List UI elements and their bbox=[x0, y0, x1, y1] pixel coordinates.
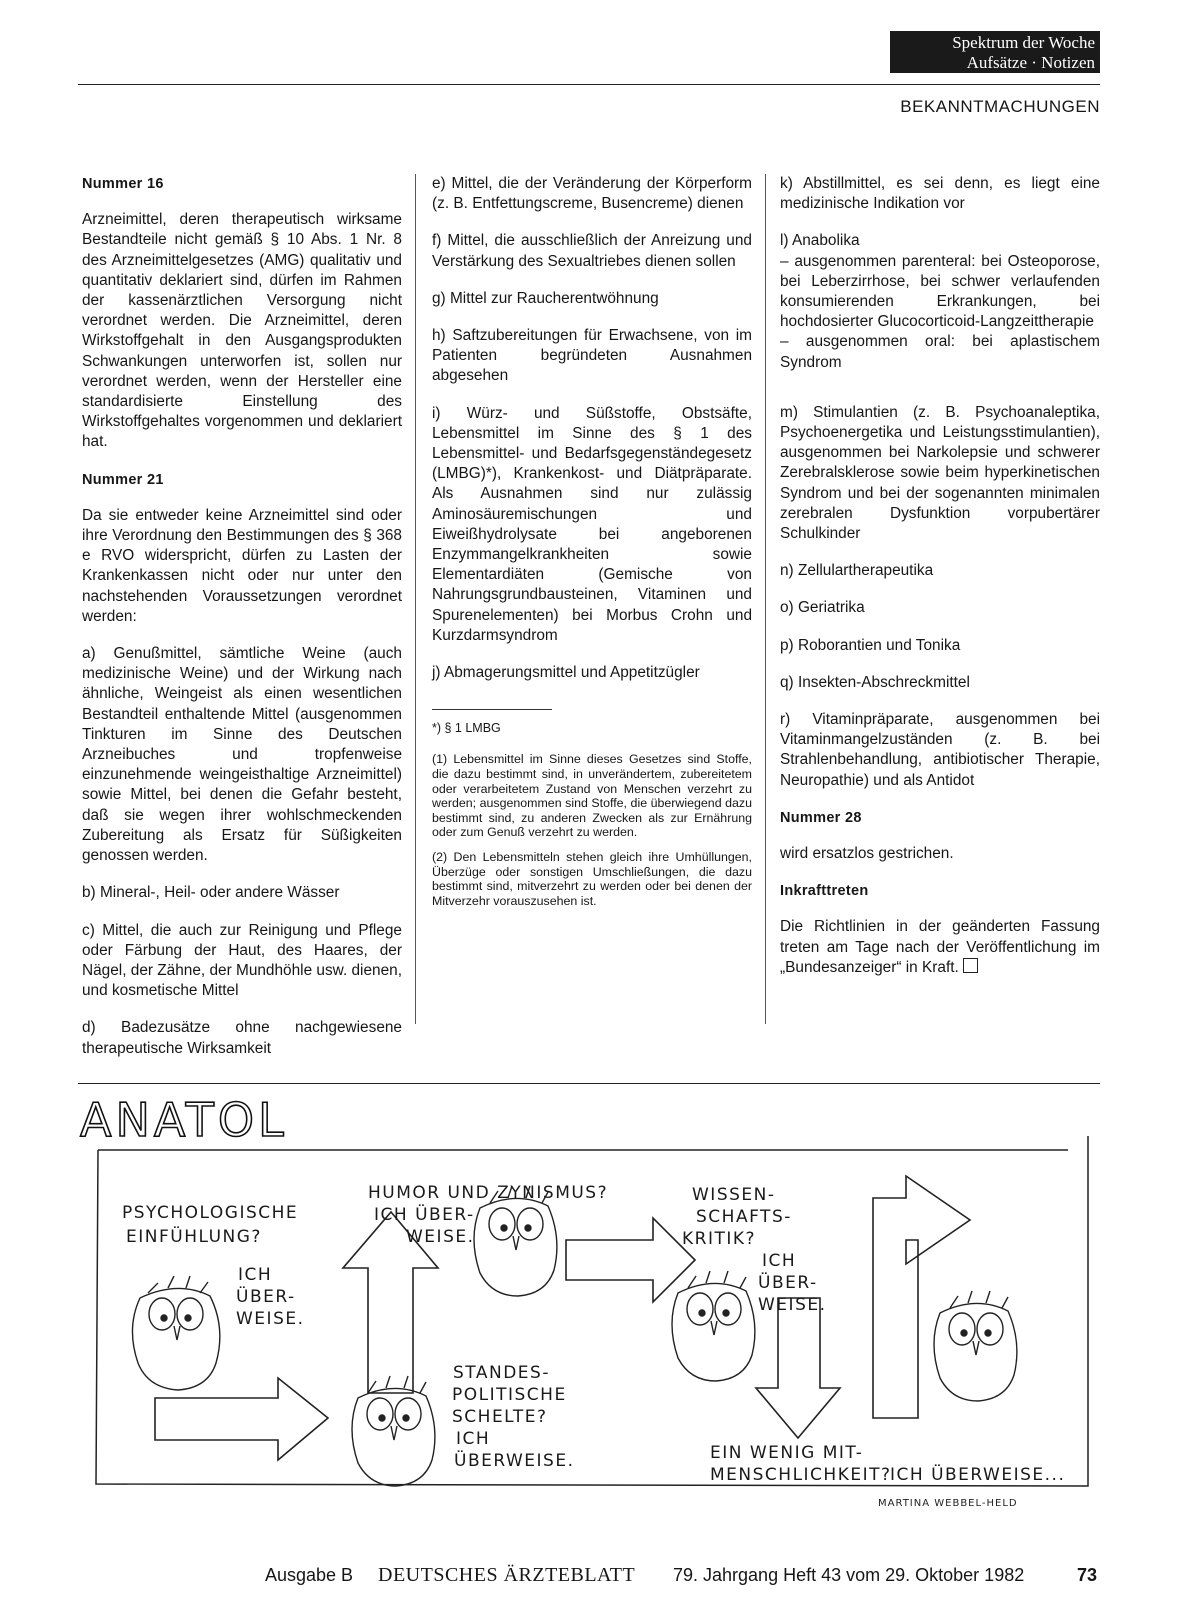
section-tag bbox=[890, 31, 1100, 73]
bubble-4-line-4: ICH bbox=[456, 1429, 491, 1449]
cartoon-title: ANATOL bbox=[80, 1093, 288, 1147]
list-item-a: a) Genußmittel, sämtliche Weine (auch medizinische Weine) und der Wirkung nach ähnliche, Weingeist als einen wesentlichen Bestandteil enthaltende Mittel (ausgenommen Tinkturen im Sinne des Deutschen Arzneibuches und tropfenweise einzunehmende weingeisthaltige Arzneimittel) sowie Mittel, bei denen die Gefahr besteht, daß sie wegen ihrer wohlschmeckenden Zubereitung als Ersatz für Süßigkeiten genossen werden. bbox=[82, 645, 402, 865]
bubble-3-line-3: KRITIK? bbox=[682, 1229, 757, 1249]
paragraph-nummer-16: Arzneimittel, deren therapeutisch wirksame Bestandteile nicht gemäß § 10 Abs. 1 Nr. 8 des Arzneimittelgesetzes (AMG) qualitativ und quantitativ deklariert sind, dürfen im Rahmen der kassenärztlichen Versorgung nicht verordnet werden. Die Arzneimittel, deren Wirkstoffgehalt in den Ausgangsprodukten Schwankungen unterworfen ist, sollen nur verordnet werden, wenn der Hersteller eine standardisierte Einstellung des Wirkstoffgehaltes vorgenommen und deklariert hat. bbox=[82, 211, 402, 451]
footer-issue: 79. Jahrgang Heft 43 vom 29. Oktober 1982 bbox=[673, 1565, 1025, 1585]
page-footer bbox=[265, 1565, 1105, 1595]
section-tag-line2: Aufsätze · Notizen bbox=[966, 53, 1095, 72]
bubble-1-line-1: PSYCHOLOGISCHE bbox=[122, 1203, 299, 1223]
footnote-2: (2) Den Lebensmitteln stehen gleich ihre Umhüllungen, Überzüge oder sonstigen Umschließungen, die dazu bestimmt sind, mitverzehrt zu werden oder bei denen der Mitverzehr vorauszusehen ist. bbox=[432, 850, 752, 908]
bubble-1-line-2: EINFÜHLUNG? bbox=[126, 1227, 262, 1247]
reply-1-line-3: WEISE. bbox=[236, 1309, 305, 1329]
column-1 bbox=[82, 174, 402, 1076]
heading-inkrafttreten: Inkrafttreten bbox=[780, 883, 869, 900]
reply-1-line-2: ÜBER- bbox=[236, 1287, 296, 1307]
column-3 bbox=[780, 174, 1100, 995]
list-item-d: d) Badezusätze ohne nachgewiesene therapeutische Wirksamkeit bbox=[82, 1019, 402, 1057]
end-mark-icon bbox=[963, 958, 978, 973]
footer-edition: Ausgabe B bbox=[265, 1565, 354, 1585]
header-rule bbox=[78, 84, 1100, 85]
bubble-4-line-3: SCHELTE? bbox=[452, 1407, 548, 1427]
cartoonist-signature: MARTINA WEBBEL-HELD bbox=[878, 1498, 1018, 1509]
anatol-cartoon bbox=[78, 1088, 1102, 1528]
owl-figure-4 bbox=[672, 1271, 755, 1381]
owl-figure-1 bbox=[132, 1276, 219, 1390]
list-item-h: h) Saftzubereitungen für Erwachsene, von im Patienten begründeten Ausnahmen abgesehen bbox=[432, 327, 752, 385]
bubble-5-line-1: EIN WENIG MIT- bbox=[710, 1443, 864, 1463]
bubble-2-line-1: HUMOR UND ZYNISMUS? bbox=[368, 1183, 609, 1203]
heading-nummer-21: Nummer 21 bbox=[82, 471, 164, 488]
bubble-4-line-5: ÜBERWEISE. bbox=[454, 1451, 575, 1471]
bubble-5-line-2: MENSCHLICHKEIT? bbox=[710, 1465, 892, 1485]
list-item-e: e) Mittel, die der Veränderung der Körperform (z. B. Entfettungscreme, Busencreme) dienen bbox=[432, 175, 752, 213]
bubble-2-line-2: ICH ÜBER- bbox=[374, 1205, 475, 1225]
list-item-l: l) Anabolika bbox=[780, 232, 860, 250]
paragraph-nummer-21: Da sie entweder keine Arzneimittel sind oder ihre Verordnung den Bestimmungen des § 368 e RVO widerspricht, dürfen zu Lasten der Krankenkassen nicht oder nur unter den nachstehenden Voraussetzungen verordnet werden: bbox=[82, 506, 402, 625]
footnote-marker: *) § 1 LMBG bbox=[432, 721, 501, 736]
list-item-l-sub2: – ausgenommen oral: bei aplastischem Syndrom bbox=[780, 333, 1100, 371]
cartoon-rule bbox=[78, 1083, 1100, 1084]
list-item-b: b) Mineral-, Heil- oder andere Wässer bbox=[82, 884, 340, 902]
reply-3-line-3: WEISE. bbox=[758, 1295, 827, 1315]
inkrafttreten-text: Die Richtlinien in der geänderten Fassung treten am Tage nach der Veröffentlichung im „Bundesanzeiger“ in Kraft. bbox=[780, 918, 1100, 976]
paragraph-inkrafttreten bbox=[780, 917, 1100, 978]
footnote-rule bbox=[432, 709, 552, 710]
arrow-down-icon bbox=[756, 1298, 840, 1438]
arrow-right-icon bbox=[566, 1218, 695, 1302]
section-title: BEKANNTMACHUNGEN bbox=[900, 97, 1100, 116]
list-item-k: k) Abstillmittel, es sei denn, es liegt eine medizinische Indikation vor bbox=[780, 175, 1100, 213]
bubble-3-line-1: WISSEN- bbox=[692, 1185, 776, 1205]
list-item-q: q) Insekten-Abschreckmittel bbox=[780, 673, 970, 691]
bubble-2-line-3: WEISE. bbox=[406, 1227, 475, 1247]
list-item-g: g) Mittel zur Raucherentwöhnung bbox=[432, 289, 659, 307]
list-item-c: c) Mittel, die auch zur Reinigung und Pflege oder Färbung der Haut, des Haares, der Nägel, der Zähne, der Mundhöhle usw. dienen, und kosmetische Mittel bbox=[82, 921, 402, 1000]
reply-3-line-1: ICH bbox=[762, 1251, 797, 1271]
list-item-j: j) Abmagerungsmittel und Appetitzügler bbox=[432, 664, 700, 682]
paragraph-nummer-28: wird ersatzlos gestrichen. bbox=[780, 845, 954, 863]
list-item-p: p) Roborantien und Tonika bbox=[780, 636, 961, 654]
bubble-5-line-3: ICH ÜBERWEISE... bbox=[890, 1465, 1066, 1485]
owl-figure-5 bbox=[934, 1291, 1017, 1401]
heading-nummer-28: Nummer 28 bbox=[780, 809, 862, 826]
bubble-3-line-2: SCHAFTS- bbox=[696, 1207, 792, 1227]
column-divider bbox=[415, 174, 416, 1024]
bubble-4-line-2: POLITISCHE bbox=[452, 1385, 567, 1405]
arrow-turn-right-icon bbox=[873, 1176, 970, 1418]
footer-journal: DEUTSCHES ÄRZTEBLATT bbox=[378, 1564, 636, 1586]
column-2 bbox=[432, 174, 752, 918]
list-item-m: m) Stimulantien (z. B. Psychoanaleptika, Psychoenergetika und Leistungsstimulantien), ausgenommen bei Narkolepsie und schwerer Zerebralsklerose sowie beim hyperkinetischen Syndrom und bei der sogenannten minimalen zerebralen Dysfunktion vorpubertärer Schulkinder bbox=[780, 403, 1100, 543]
list-item-i: i) Würz- und Süßstoffe, Obstsäfte, Lebensmittel im Sinne des § 1 des Lebensmittel- und Bedarfsgegenständegesetz (LMBG)*), Krankenkost- und Diätpräparate. Als Ausnahmen sind nur zulässig Aminosäuremischungen und Eiweißhydrolysate bei angeborenen Enzymmangelkrankheiten sowie Elementardiäten (Gemische von Nahrungsgrundbausteinen, Vitaminen und Spurenelementen) bei Morbus Crohn und Kurzdarmsyndrom bbox=[432, 404, 752, 644]
list-item-o: o) Geriatrika bbox=[780, 599, 865, 617]
list-item-n: n) Zellulartherapeutika bbox=[780, 562, 934, 580]
page-number: 73 bbox=[1077, 1565, 1098, 1585]
list-item-r: r) Vitaminpräparate, ausgenommen bei Vitaminmangelzuständen (z. B. bei Strahlenbehandlung, antibiotischer Therapie, Neuropathie) und als Antidot bbox=[780, 711, 1100, 789]
column-divider bbox=[765, 174, 766, 1024]
section-tag-line1: Spektrum der Woche bbox=[952, 33, 1095, 52]
list-item-l-sub1: – ausgenommen parenteral: bei Osteoporose, bei Leberzirrhose, bei schwer verlaufenden konsumierenden Erkrankungen, bei hochdosierter Glucocorticoid-Langzeittherapie bbox=[780, 252, 1100, 331]
heading-nummer-16: Nummer 16 bbox=[82, 176, 164, 192]
list-item-f: f) Mittel, die ausschließlich der Anreizung und Verstärkung des Sexualtriebes dienen sollen bbox=[432, 232, 752, 270]
footnote-1: (1) Lebensmittel im Sinne dieses Gesetzes sind Stoffe, die dazu bestimmt sind, in unverändertem, zubereitetem oder verarbeitetem Zustand von Menschen verzehrt zu werden; ausgenommen sind Stoffe, die überwiegend dazu bestimmt sind, zu anderen Zwecken als zur Ernährung oder zum Genuß verzehrt zu werden. bbox=[432, 752, 752, 840]
bubble-4-line-1: STANDES- bbox=[453, 1363, 550, 1383]
reply-1-line-1: ICH bbox=[238, 1265, 273, 1285]
reply-3-line-2: ÜBER- bbox=[758, 1273, 818, 1293]
